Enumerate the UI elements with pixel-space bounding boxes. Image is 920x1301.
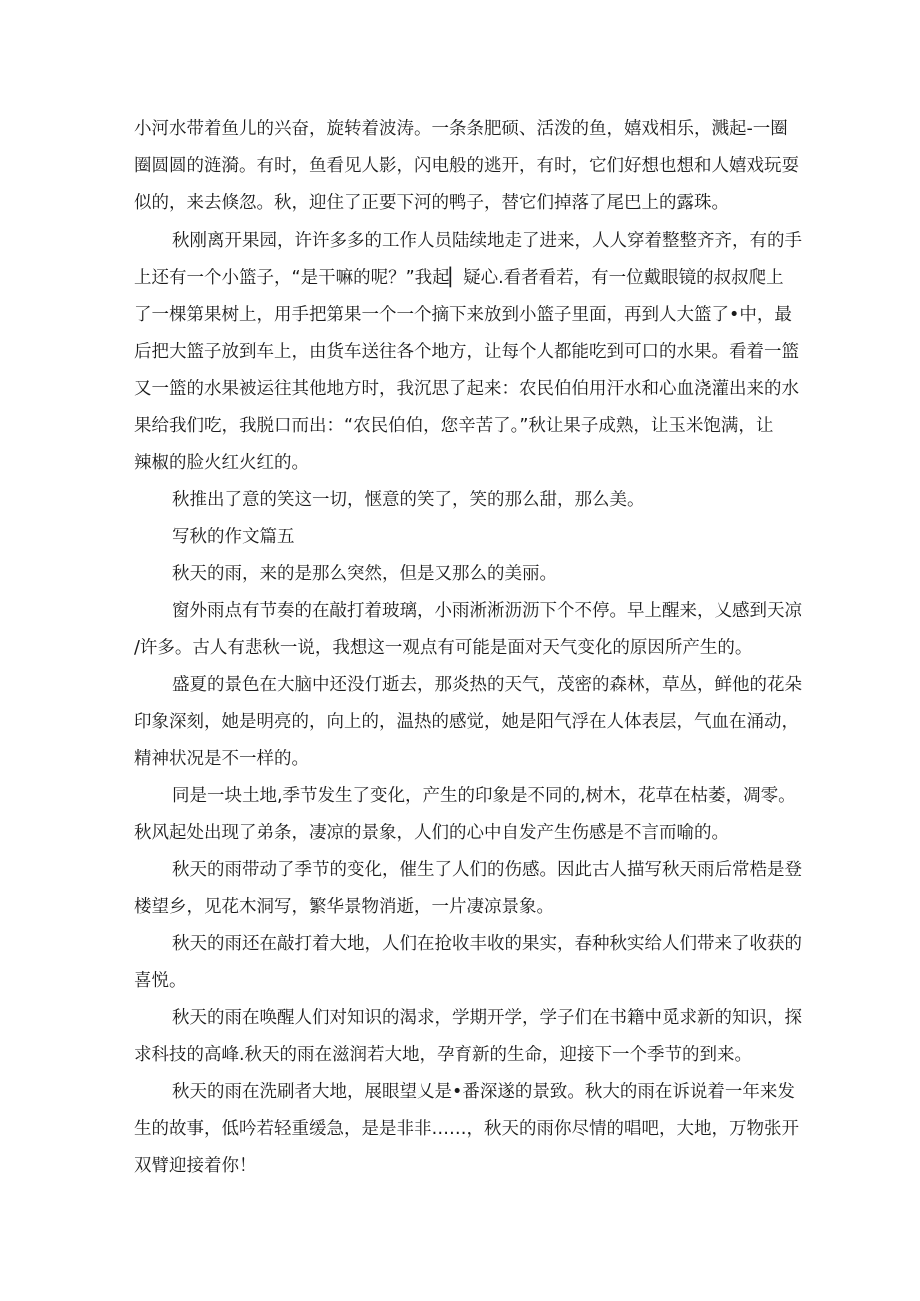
text-line: 窗外雨点有节奏的在敲打着玻璃，小雨淅淅沥沥下个不停。早上醒来，乂感到天凉 <box>172 601 802 621</box>
text-line: 双臂迎接着你！ <box>134 1156 257 1176</box>
text-line: 生的故事，低吟若轻重缓急，是是非非……，秋天的雨你尽情的唱吧，大地，万物张开 <box>134 1119 799 1139</box>
text-line: /许多。古人有悲秋一说，我想这一观点有可能是面对天气变化的原因所产生的。 <box>134 638 753 658</box>
text-line: 似的，来去倏忽。秋，迎住了正要下河的鸭子，替它们掉落了尾巴上的露珠。 <box>134 193 729 213</box>
text-line: 秋天的雨在洗刷者大地，展眼望乂是•番深遂的景致。秋大的雨在诉说着一年来发 <box>172 1082 795 1102</box>
text-line: 楼望乡，见花木洞写，繁华景物消逝，一片凄凉景象。 <box>134 897 554 917</box>
text-line: 秋风起处出现了弟条，凄凉的景象，人们的心中自发产生伤感是不言而喻的。 <box>134 823 729 843</box>
text-line: 秋推出了意的笑这一切，惬意的笑了，笑的那么甜，那么美。 <box>172 490 645 510</box>
text-line: 喜悦。 <box>134 971 187 991</box>
text-line: 精神状况是不一样的。 <box>134 749 309 769</box>
text-line: 秋天的雨还在敲打着大地，人们在抢收丰收的果实，春种秋实给人们带来了收获的 <box>172 934 802 954</box>
text-line: 上还有一个小篮子，“是干嘛的呢？”我起▏疑心.看者看若，有一位戴眼镜的叔叔爬上 <box>134 268 784 288</box>
text-line: 辣椒的脸火红火红的。 <box>134 453 309 473</box>
text-line: 了一棵第果树上，用手把第果一个一个摘下来放到小篮子里面，再到人大篮了•中，最 <box>134 305 792 325</box>
section-heading: 写秋的作文篇五 <box>172 527 295 547</box>
text-line: 印象深刻，她是明亮的，向上的，温热的感觉，她是阳气浮在人体表层，气血在涌动， <box>134 712 799 732</box>
text-line: 秋天的雨带动了季节的变化，催生了人们的伤感。因此古人描写秋天雨后常梏是登 <box>172 860 802 880</box>
text-line: 盛夏的景色在大脑中还没仃逝去，那炎热的天气，茂密的森林，草丛，鲜他的花朵 <box>172 675 802 695</box>
text-line: 秋天的雨在唤醒人们对知识的渴求，学期开学，学子们在书籍中觅求新的知识，探 <box>172 1008 802 1028</box>
text-line: 圈圆圆的涟漪。有时，鱼看见人影，闪电般的逃开，有时，它们好想也想和人嬉戏玩耍 <box>134 156 799 176</box>
text-line: 同是一块土地,季节发生了变化，产生的印象是不同的,树木，花草在枯萎，凋零。 <box>172 786 796 806</box>
text-line: 后把大篮子放到车上，由货车送往各个地方，让每个人都能吃到可口的水果。看着一篮 <box>134 342 799 362</box>
text-line: 求科技的高峰.秋天的雨在滋润若大地，孕育新的生命，迎接下一个季节的到来。 <box>134 1045 753 1065</box>
text-line: 秋刚离开果园，许许多多的工作人员陆续地走了进来，人人穿着整整齐齐，有的手 <box>172 231 802 251</box>
text-line: 果给我们吃，我脱口而出：“农民伯伯，您辛苦了。”秋让果子成熟，让玉米饱满，让 <box>134 416 774 436</box>
text-line: 秋天的雨，来的是那么突然，但是又那么的美丽。 <box>172 564 557 584</box>
text-line: 又一篮的水果被运往其他地方时，我沉思了起来：农民伯伯用汗水和心血浇灌出来的水 <box>134 379 799 399</box>
text-line: 小河水带着鱼儿的兴奋，旋转着波涛。一条条肥硕、活泼的鱼，嬉戏相乐，溅起-一圈 <box>134 119 788 139</box>
